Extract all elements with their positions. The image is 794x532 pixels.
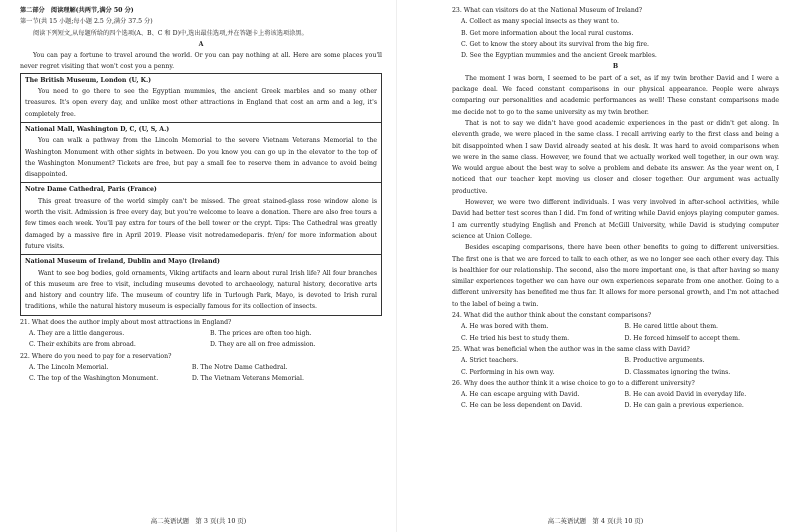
place-title: The British Museum, London (U, K.) [25, 76, 152, 84]
passage-label-b: B [612, 63, 619, 71]
place-title: Notre Dame Cathedral, Paris (France) [25, 186, 157, 194]
option-c[interactable]: C. Performing in his own way. [461, 368, 555, 376]
question-23 [452, 5, 779, 61]
option-b[interactable]: B. Productive arguments. [624, 357, 705, 365]
part-header: 第二部分 阅读理解(共两节,满分 50 分) [20, 7, 134, 14]
option-a[interactable]: A. The Lincoln Memorial. [29, 363, 109, 371]
option-d[interactable]: D. They are all on free admission. [210, 341, 316, 349]
question-stem: 26. Why does the author think it a wise choice to go to a different university? [452, 379, 695, 387]
place-text: You can walk a pathway from the Lincoln Memorial to the severe Vietnam Veterans Memorial to the Washington Monument with other sights in between. Do you know you can go up in the elevator to the top of the Washington Monument? Tickets are free, but pay a small fee to reserve them in advance to avoid being disappointed. [25, 137, 377, 179]
passage-paragraph: That is not to say we didn't have good academic experiences in the past or didn't get along. In eleventh grade, we were placed in the same class. I recall arriving early to the first class and being a bit disappointed when I saw David already seated at his desk. It was hard to avoid comparisons when we were in the same class. However, we found that we actually worked well together, in our own way. We would argue about the best way to solve a problem and debate its answer. As the year went on, I noticed that our teacher kept moving us closer and closer together. Our argument was actually productive. [452, 119, 779, 195]
option-c[interactable]: C. The top of the Washington Monument. [29, 375, 159, 383]
option-c[interactable]: C. He tried his best to study them. [461, 334, 570, 342]
option-d[interactable]: D. Classmates ignoring the twins. [624, 368, 731, 376]
option-a[interactable]: A. He was bored with them. [461, 323, 549, 331]
passage-intro: You can pay a fortune to travel around the world. Or you can pay nothing at all. Here are some places you'll never regret visiting that won't cost you a penny. [20, 52, 382, 71]
question-stem: 25. What was beneficial when the author was in the same class with David? [452, 345, 690, 353]
question-stem: 23. What can visitors do at the National Museum of Ireland? [452, 7, 643, 14]
place-section [21, 122, 381, 182]
option-b[interactable]: B. He cared little about them. [624, 323, 719, 331]
question-24 [452, 310, 779, 344]
place-section [21, 254, 381, 314]
question-22 [20, 351, 382, 385]
passage-paragraph: Besides escaping comparisons, there have been other benefits to going to different universities. The first one is that we are forced to talk to each other, as we no longer see each other every day. This is healthier for our relationship. The second, also the more important one, is that after having so many similar experiences together we can have our own experiences separate from one another. Going to a different university has benefited me thus far. It allows for more personal growth, and I'm not attached to the label of being a twin. [452, 244, 779, 308]
option-a[interactable]: A. They are a little dangerous. [29, 330, 125, 338]
question-26 [452, 378, 779, 412]
option-a[interactable]: A. He can escape arguing with David. [461, 391, 580, 399]
place-title: National Museum of Ireland, Dublin and Mayo (Ireland) [25, 258, 220, 266]
place-text: You need to go there to see the Egyptian mummies, the ancient Greek marbles and so many other treasures. It's open every day, and unlike most other attractions in England that cost an arm and a leg, it's completely free. [25, 88, 377, 118]
option-b[interactable]: B. The prices are often too high. [210, 330, 312, 338]
question-stem: 22. Where do you need to pay for a reservation? [20, 352, 172, 360]
page-right [397, 0, 794, 532]
question-21 [20, 317, 382, 351]
page-footer-right: 高二英语试题 第 4 页(共 10 页) [547, 517, 644, 525]
instructions: 阅读下列短文,从每题所给的四个选项(A、B、C 和 D)中,选出最佳选项,并在答题卡上将该选项涂黑。 [33, 29, 308, 37]
option-d[interactable]: D. He can gain a previous experience. [624, 402, 744, 410]
passage-paragraph: The moment I was born, I seemed to be part of a set, as if my twin brother David and I were a package deal. We faced constant comparisons in our physical appearance. People were always comparing our personalities and academic performances as well! These constant comparisons made me decide not to go to the same university as my twin brother. [452, 74, 779, 116]
option-d[interactable]: D. He forced himself to accept them. [624, 334, 740, 342]
option-d[interactable]: D. The Vietnam Veterans Memorial. [191, 375, 304, 383]
place-title: National Mall, Washington D, C, (U, S, A.) [25, 125, 170, 133]
places-box [20, 73, 382, 316]
passage-label-a: A [198, 40, 204, 48]
option-b[interactable]: B. Get more information about the local rural customs. [461, 29, 634, 37]
left-column [20, 5, 382, 385]
place-text: This great treasure of the world simply can't be missed. The great stained-glass rose window alone is worth the visit. Admission is free every day, but you're welcome to leave a donation. There are also free tours a few times each week. You'll pay extra for tours of the bell tower or the crypt. Tips: The Cathedral was greatly damaged by a massive fire in April 2019. Please visit notredamedeparis. fr/en/ for more information about future visits. [25, 197, 377, 250]
question-stem: 24. What did the author think about the constant comparisons? [452, 312, 652, 320]
option-c[interactable]: C. Their exhibits are from abroad. [29, 341, 136, 349]
place-text: Want to see bog bodies, gold ornaments, Viking artifacts and learn about rural Irish life? All four branches of this museum are free to visit, including museums devoted to archaeology, natural history, decorative arts and history and country life. The museum of country life in Turlough Park, Mayo, is devoted to Irish rural traditions, while the natural history museum is especially famous for its collection of insects. [25, 269, 377, 311]
option-a[interactable]: A. Collect as many special insects as they want to. [461, 18, 619, 26]
place-section [21, 74, 381, 122]
page-footer-left: 高二英语试题 第 3 页(共 10 页) [150, 517, 247, 525]
passage-paragraph: However, we were two different individuals. I was very involved in after-school activities, while David had better test scores than I did. I'm fond of writing while David enjoys playing computer games. I am currently studying English and French at McGill University, while David is studying computer science at Union College. [452, 199, 779, 240]
option-c[interactable]: C. He can be less dependent on David. [461, 402, 583, 410]
right-column [452, 5, 779, 412]
place-section [21, 182, 381, 254]
option-a[interactable]: A. Strict teachers. [461, 357, 519, 365]
question-25 [452, 344, 779, 378]
option-d[interactable]: D. See the Egyptian mummies and the ancient Greek marbles. [461, 52, 657, 60]
option-c[interactable]: C. Get to know the story about its survival from the big fire. [461, 40, 649, 48]
option-b[interactable]: B. He can avoid David in everyday life. [624, 391, 747, 399]
section-title: 第一节(共 15 小题;每小题 2.5 分,满分 37.5 分) [20, 18, 153, 26]
question-stem: 21. What does the author imply about most attractions in England? [20, 318, 232, 326]
option-b[interactable]: B. The Notre Dame Cathedral. [191, 363, 288, 371]
